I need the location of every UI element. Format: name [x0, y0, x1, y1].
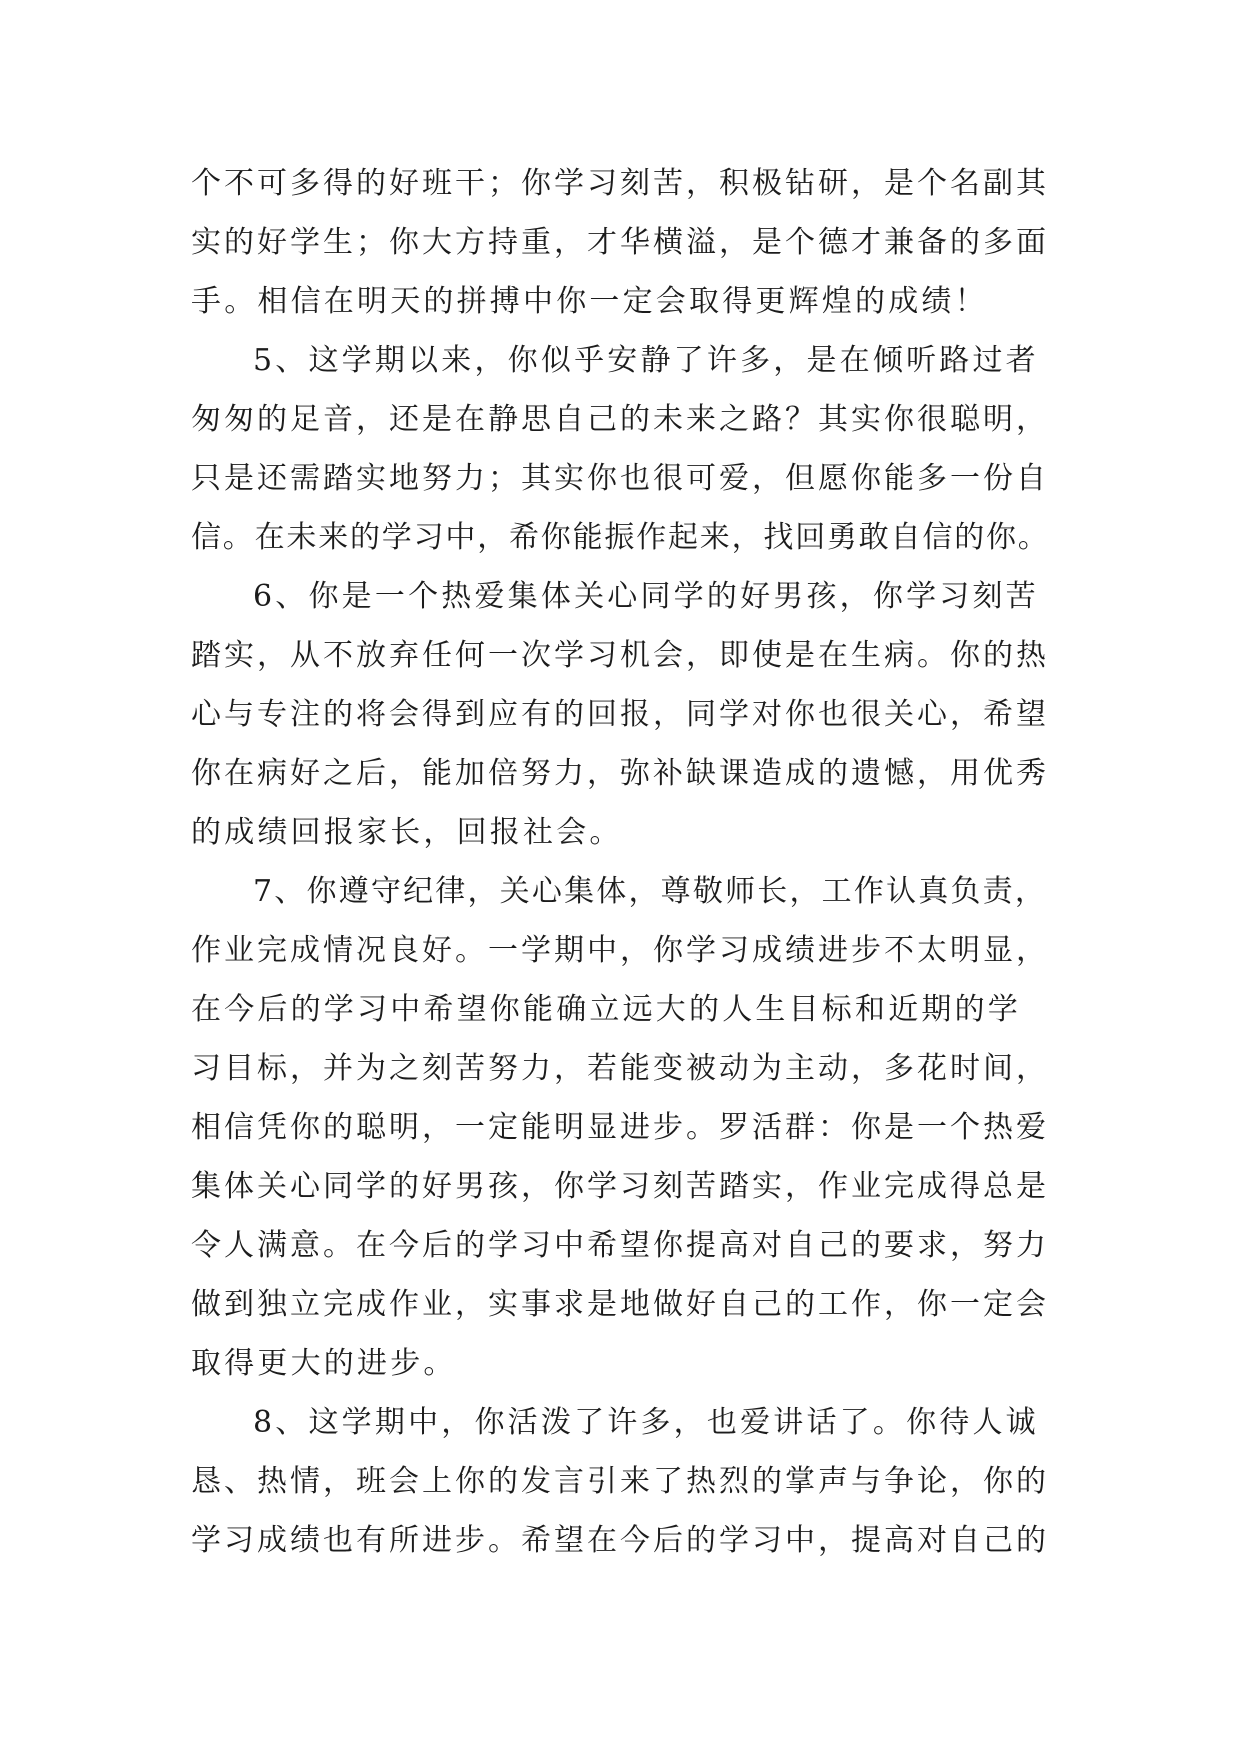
text-line: 实的好学生；你大方持重，才华横溢，是个德才兼备的多面: [191, 225, 1049, 260]
text-line: 学习成绩也有所进步。希望在今后的学习中，提高对自己的: [191, 1523, 1049, 1558]
text-line: 手。相信在明天的拼搏中你一定会取得更辉煌的成绩！: [191, 284, 988, 319]
text-line: 在今后的学习中希望你能确立远大的人生目标和近期的学: [191, 992, 1021, 1027]
text-line: 习目标，并为之刻苦努力，若能变被动为主动，多花时间，: [191, 1051, 1049, 1086]
text-line: 个不可多得的好班干；你学习刻苦，积极钻研，是个名副其: [191, 166, 1049, 201]
paragraph-first-line: 5、这学期以来，你似乎安静了许多，是在倾听路过者: [253, 343, 1039, 378]
text-line: 恳、热情，班会上你的发言引来了热烈的掌声与争论，你的: [191, 1464, 1049, 1499]
text-line: 信。在未来的学习中，希你能振作起来，找回勇敢自信的你。: [191, 520, 1050, 555]
text-line: 令人满意。在今后的学习中希望你提高对自己的要求，努力: [191, 1228, 1049, 1263]
text-line: 作业完成情况良好。一学期中，你学习成绩进步不太明显，: [191, 933, 1049, 968]
document-body: [191, 154, 1051, 1570]
text-line: 相信凭你的聪明，一定能明显进步。罗活群：你是一个热爱: [191, 1110, 1049, 1145]
text-line: 集体关心同学的好男孩，你学习刻苦踏实，作业完成得总是: [191, 1169, 1049, 1204]
paragraph-first-line: 8、这学期中，你活泼了许多，也爱讲话了。你待人诚: [253, 1405, 1039, 1440]
text-line: 取得更大的进步。: [191, 1346, 457, 1381]
text-line: 踏实，从不放弃任何一次学习机会，即使是在生病。你的热: [191, 638, 1049, 673]
text-line: 心与专注的将会得到应有的回报，同学对你也很关心，希望: [191, 697, 1049, 732]
text-line: 做到独立完成作业，实事求是地做好自己的工作，你一定会: [191, 1287, 1049, 1322]
text-line: 你在病好之后，能加倍努力，弥补缺课造成的遗憾，用优秀: [191, 756, 1049, 791]
text-line: 只是还需踏实地努力；其实你也很可爱，但愿你能多一份自: [191, 461, 1049, 496]
paragraph-first-line: 7、你遵守纪律，关心集体，尊敬师长，工作认真负责，: [253, 874, 1048, 909]
text-line: 的成绩回报家长，回报社会。: [191, 815, 623, 850]
paragraph-first-line: 6、你是一个热爱集体关心同学的好男孩，你学习刻苦: [253, 579, 1039, 614]
text-line: 匆匆的足音，还是在静思自己的未来之路？其实你很聪明，: [191, 402, 1049, 437]
